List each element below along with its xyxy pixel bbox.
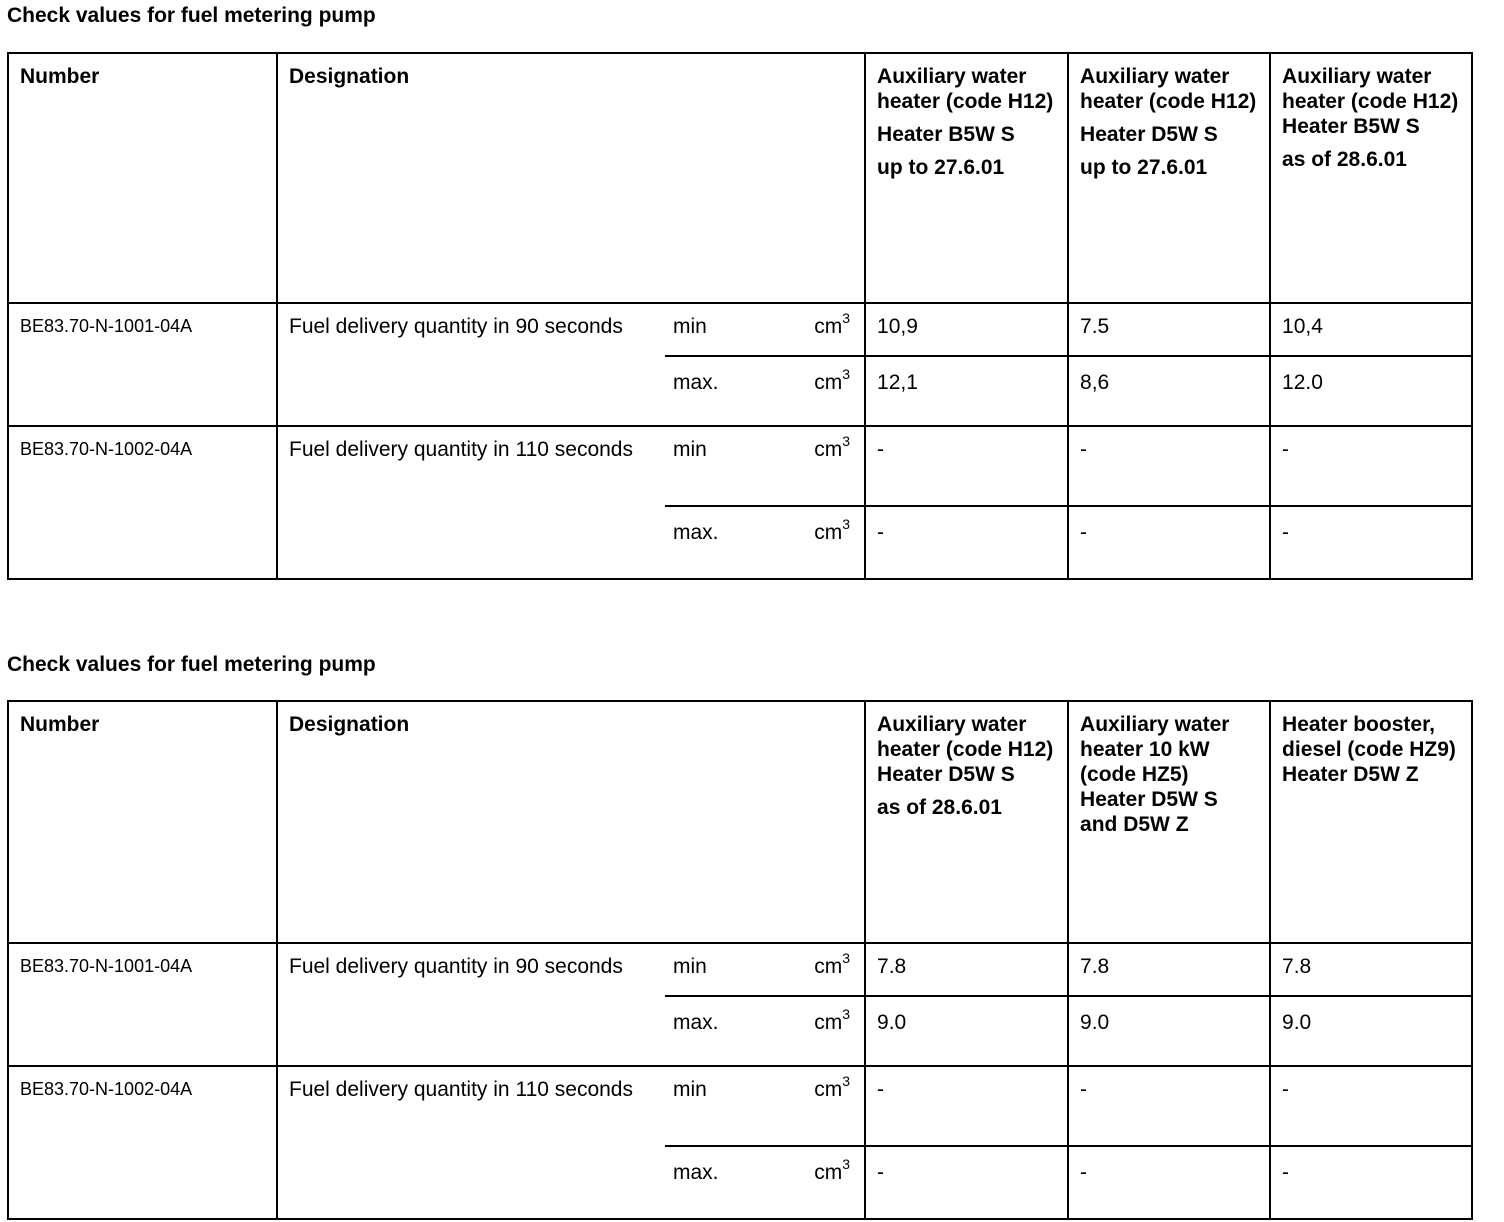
max-value: - <box>865 1146 1068 1219</box>
table-row <box>8 426 1472 506</box>
unit-label: $cm^3$ <box>802 356 865 426</box>
max-label: max. <box>665 996 802 1066</box>
row-number: BE83.70-N-1002-04A <box>8 426 277 579</box>
max-label: max. <box>665 1146 802 1219</box>
designation-header: Designation <box>277 701 865 943</box>
column-header-title: Auxiliary water heater (code H12) Heater B5W S <box>1282 65 1459 138</box>
unit-label: $cm^3$ <box>802 1066 865 1146</box>
row-number: BE83.70-N-1001-04A <box>8 303 277 426</box>
column-header-title: Heater booster, diesel (code HZ9) Heater D5W Z <box>1282 713 1456 786</box>
max-value: 9.0 <box>1270 996 1472 1066</box>
row-number: BE83.70-N-1002-04A <box>8 1066 277 1219</box>
unit-label: $cm^3$ <box>802 996 865 1066</box>
column-header-model: Heater B5W S <box>877 123 1015 146</box>
max-value: 9.0 <box>1068 996 1270 1066</box>
row-designation: Fuel delivery quantity in 90 seconds <box>277 303 665 426</box>
column-header-title: Auxiliary water heater (code H12) <box>877 65 1054 113</box>
min-value: - <box>1068 426 1270 506</box>
header-row <box>8 701 1472 943</box>
column-header-date: as of 28.6.01 <box>1282 148 1407 171</box>
min-label: min <box>665 1066 802 1146</box>
column-header-title: Auxiliary water heater (code H12) Heater D5W S <box>877 713 1054 786</box>
check-values-table <box>7 52 1473 580</box>
check-values-table <box>7 700 1473 1220</box>
row-designation: Fuel delivery quantity in 110 seconds <box>277 426 665 579</box>
max-value: - <box>1270 506 1472 579</box>
max-value: 8,6 <box>1068 356 1270 426</box>
min-value: - <box>1270 1066 1472 1146</box>
unit-label: $cm^3$ <box>802 1146 865 1219</box>
min-value: - <box>865 426 1068 506</box>
table-row <box>8 1066 1472 1146</box>
min-value: 7.8 <box>1270 943 1472 996</box>
max-value: - <box>1068 506 1270 579</box>
min-value: 10,9 <box>865 303 1068 356</box>
unit-label: $cm^3$ <box>802 943 865 996</box>
max-value: 12,1 <box>865 356 1068 426</box>
max-label: max. <box>665 506 802 579</box>
heater-column-header <box>1068 701 1270 943</box>
min-value: - <box>865 1066 1068 1146</box>
min-value: 10,4 <box>1270 303 1472 356</box>
max-value: - <box>865 506 1068 579</box>
heater-column-header <box>1270 701 1472 943</box>
heater-column-header <box>1068 53 1270 303</box>
max-label: max. <box>665 356 802 426</box>
min-label: min <box>665 943 802 996</box>
header-row <box>8 53 1472 303</box>
number-header: Number <box>8 701 277 943</box>
min-value: 7.8 <box>1068 943 1270 996</box>
heater-column-header <box>865 701 1068 943</box>
row-designation: Fuel delivery quantity in 90 seconds <box>277 943 665 1066</box>
max-value: - <box>1270 1146 1472 1219</box>
min-value: 7.5 <box>1068 303 1270 356</box>
table-row <box>8 303 1472 356</box>
column-header-title: Auxiliary water heater (code H12) <box>1080 65 1257 113</box>
max-value: 9.0 <box>865 996 1068 1066</box>
heater-column-header <box>865 53 1068 303</box>
max-value: - <box>1068 1146 1270 1219</box>
min-value: - <box>1068 1066 1270 1146</box>
column-header-model: Heater D5W S <box>1080 123 1218 146</box>
min-value: - <box>1270 426 1472 506</box>
column-header-date: as of 28.6.01 <box>877 796 1002 819</box>
unit-label: $cm^3$ <box>802 506 865 579</box>
column-header-date: up to 27.6.01 <box>877 156 1005 179</box>
heater-column-header <box>1270 53 1472 303</box>
section-title: Check values for fuel metering pump <box>7 653 376 676</box>
min-value: 7.8 <box>865 943 1068 996</box>
unit-label: $cm^3$ <box>802 426 865 506</box>
section-title: Check values for fuel metering pump <box>7 4 376 27</box>
column-header-title: Auxiliary water heater 10 kW (code HZ5) Heater D5W S and D5W Z <box>1080 713 1230 836</box>
row-number: BE83.70-N-1001-04A <box>8 943 277 1066</box>
max-value: 12.0 <box>1270 356 1472 426</box>
designation-header: Designation <box>277 53 865 303</box>
table-row <box>8 943 1472 996</box>
row-designation: Fuel delivery quantity in 110 seconds <box>277 1066 665 1219</box>
unit-label: $cm^3$ <box>802 303 865 356</box>
number-header: Number <box>8 53 277 303</box>
min-label: min <box>665 303 802 356</box>
min-label: min <box>665 426 802 506</box>
column-header-date: up to 27.6.01 <box>1080 156 1208 179</box>
